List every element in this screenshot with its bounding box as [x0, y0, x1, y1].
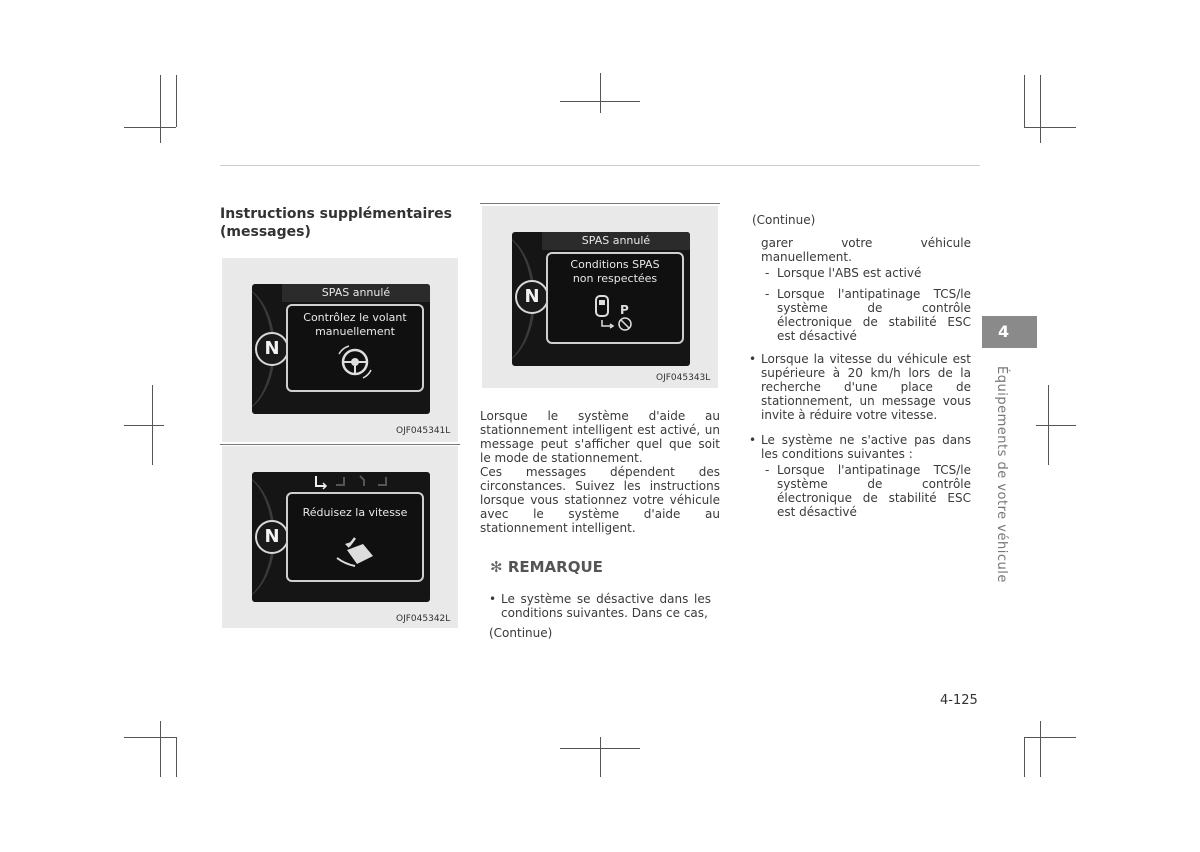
page-number: 4-125 — [940, 693, 978, 708]
sub-item: - Lorsque l'ABS est activé — [765, 266, 922, 280]
continue-label: (Continue) — [752, 213, 816, 227]
figure-code: OJF045341L — [396, 426, 451, 436]
figure-2 — [222, 446, 458, 628]
header-rule — [220, 165, 980, 166]
gear-indicator: N — [515, 280, 549, 314]
intro-text: garer votre véhicule manuellement. — [761, 236, 971, 264]
asterisk-icon: ✻ — [490, 558, 503, 576]
figure-3 — [482, 206, 718, 388]
chapter-tab: 4 — [982, 316, 1037, 348]
gear-indicator: N — [255, 520, 289, 554]
continue-label: (Continue) — [489, 626, 553, 640]
message-panel — [546, 252, 684, 344]
message-text: Conditions SPAS non respectées — [570, 258, 660, 285]
display-screen — [512, 232, 690, 366]
message-panel — [286, 492, 424, 582]
message-text: Réduisez la vitesse — [302, 506, 408, 519]
figure-code: OJF045343L — [656, 373, 711, 383]
figure-code: OJF045342L — [396, 614, 451, 624]
steering-wheel-icon — [333, 342, 377, 382]
bullet-item: • Le système ne s'active pas dans les conditions suivantes : — [749, 433, 971, 461]
bullet-icon: • — [749, 352, 757, 366]
brake-pedal-icon — [333, 534, 377, 570]
status-bar: SPAS annulé — [542, 232, 690, 250]
figure-1 — [222, 258, 458, 442]
message-panel — [286, 304, 424, 392]
bullet-item: • Lorsque la vitesse du véhicule est supérieure à 20 km/h lors de la recherche d'une place de stationnement, un message vous invite à réduire votre vitesse. — [749, 352, 971, 422]
gear-indicator: N — [255, 332, 289, 366]
status-bar: SPAS annulé — [282, 284, 430, 302]
paragraph-2: Ces messages dépendent des circonstances. Suivez les instructions lorsque vous stationnez votre véhicule avec le système d'aide au stationnement intelligent. — [480, 465, 720, 535]
section-heading: Instructions supplémentaires (messages) — [220, 206, 453, 240]
paragraph-1: Lorsque le système d'aide au stationnement intelligent est activé, un message peut s'afficher quel que soit le mode de stationnement. — [480, 409, 720, 465]
bullet-icon: • — [489, 592, 497, 606]
remark-title: REMARQUE — [507, 558, 603, 576]
parking-car-icon — [590, 294, 640, 334]
remark-heading — [490, 558, 603, 576]
sub-item: - Lorsque l'antipatinage TCS/le système de contrôle électronique de stabilité ESC est désactivé — [765, 463, 971, 519]
guidance-arrows-icon — [312, 474, 402, 490]
remark-bullet: • Le système se désactive dans les conditions suivantes. Dans ce cas, — [489, 592, 711, 620]
message-text: Contrôlez le volant manuellement — [303, 311, 407, 338]
sub-item: - Lorsque l'antipatinage TCS/le système de contrôle électronique de stabilité ESC est désactivé — [765, 287, 971, 343]
bullet-icon: • — [749, 433, 757, 447]
display-screen — [252, 284, 430, 414]
display-screen — [252, 472, 430, 602]
chapter-title: Équipements de votre véhicule — [994, 366, 1009, 583]
park-letter: P — [620, 303, 629, 317]
